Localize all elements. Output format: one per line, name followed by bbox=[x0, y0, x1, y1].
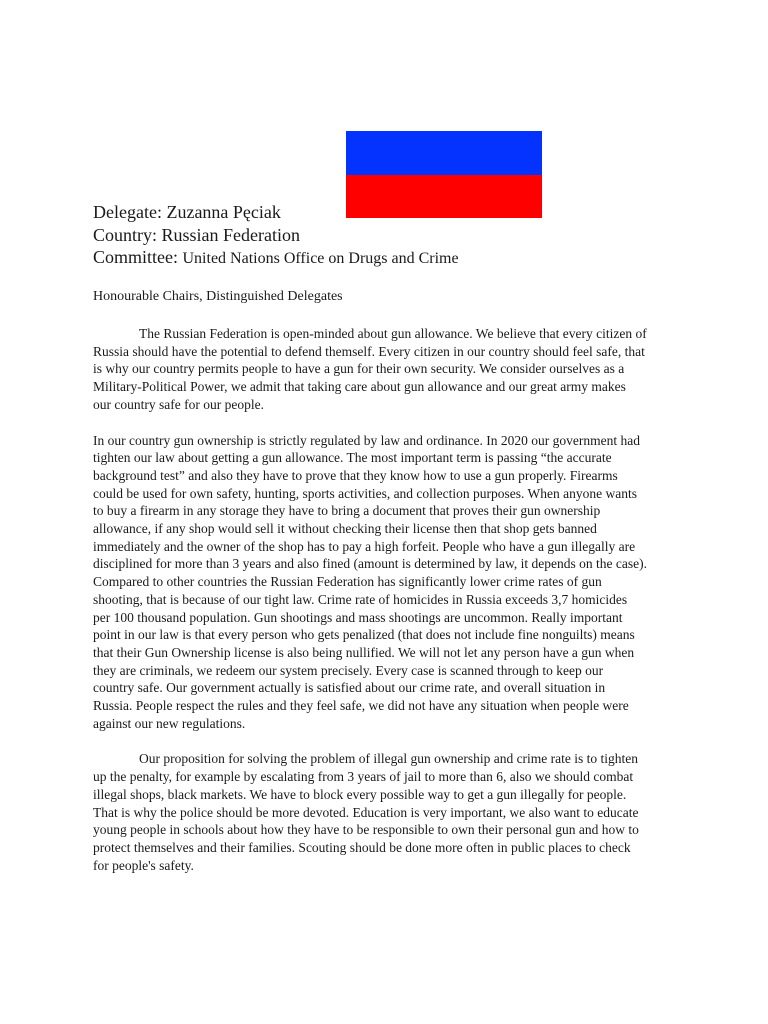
paragraph-line: against our new regulations. bbox=[93, 715, 246, 731]
paragraph-line: Our proposition for solving the problem of illegal gun ownership and crime rate is to tighten bbox=[139, 751, 639, 767]
document-body bbox=[93, 325, 675, 892]
paragraph-line: illegal shops, black markets. We have to block every possible way to get a gun illegally for people. bbox=[93, 786, 627, 802]
country-line: Country: Russian Federation bbox=[93, 224, 300, 245]
paragraph-line: young people in schools about how they have to be responsible to own their personal gun and how to bbox=[93, 822, 639, 838]
paragraph-line: point in our law is that every person who gets penalized (that does not include fine nonguilts) means bbox=[93, 627, 635, 643]
flag-white-stripe bbox=[346, 88, 542, 131]
paragraph-line: In our country gun ownership is strictly regulated by law and ordinance. In 2020 our government had bbox=[93, 432, 640, 448]
russian-flag-image bbox=[346, 88, 542, 218]
paragraph-line: that their Gun Ownership license is also being nullified. We will not let any person have a gun when bbox=[93, 644, 635, 660]
paragraph-line: up the penalty, for example by escalating from 3 years of jail to more than 6, also we should combat bbox=[93, 769, 634, 785]
paragraph-line: our country safe for our people. bbox=[93, 396, 264, 412]
paragraph-line: background test” and also they have to prove that they know how to use a gun properly. Firearms bbox=[93, 467, 618, 483]
paragraph-line: protect themselves and their families. Scouting should be done more often in public places to check bbox=[93, 839, 631, 855]
paragraph-line: is why our country permits people to have a gun for their own security. We consider ourselves as a bbox=[93, 361, 625, 377]
paragraph-line: could be used for own safety, hunting, sports activities, and collection purposes. When anyone wants bbox=[93, 485, 638, 501]
paragraph-line: disciplined for more than 3 years and also fined (amount is determined by law, it depends on the case). bbox=[93, 556, 647, 572]
paragraph-line: That is why the police should be more devoted. Education is very important, we also want to educate bbox=[93, 804, 639, 820]
paragraph-line: allowance, if any shop would sell it without checking their license then that shop gets banned bbox=[93, 521, 597, 537]
delegate-header bbox=[93, 201, 693, 271]
paragraph-line: Russia should have the potential to defend themself. Every citizen in our country should feel safe, that bbox=[93, 343, 645, 359]
delegate-line: Delegate: Zuzanna Pęciak bbox=[93, 202, 281, 222]
committee-label: Committee: bbox=[93, 247, 178, 267]
paragraph-line: to buy a firearm in any storage they have to bring a document that proves their gun ownership bbox=[93, 503, 601, 519]
paragraph-line: they are criminals, we redeem our system precisely. Every case is scanned through to keep our bbox=[93, 662, 604, 678]
paragraph-line: for people's safety. bbox=[93, 857, 194, 873]
paragraph-1 bbox=[93, 325, 675, 414]
paragraph-3 bbox=[93, 750, 675, 874]
paragraph-line: Compared to other countries the Russian Federation has significantly lower crime rates of gun bbox=[93, 574, 602, 590]
paragraph-line: immediately and the owner of the shop has to pay a high forfeit. People who have a gun illegally are bbox=[93, 538, 636, 554]
paragraph-line: tighten our law about getting a gun allowance. The most important term is passing “the accurate bbox=[93, 450, 612, 466]
salutation: Honourable Chairs, Distinguished Delegates bbox=[93, 289, 343, 304]
flag-blue-stripe bbox=[346, 131, 542, 174]
paragraph-line: per 100 thousand population. Gun shootings and mass shootings are uncommon. Really important bbox=[93, 609, 623, 625]
committee-value: United Nations Office on Drugs and Crime bbox=[182, 250, 459, 267]
paragraph-line: Military-Political Power, we admit that taking care about gun allowance and our great army makes bbox=[93, 379, 626, 395]
paragraph-line: The Russian Federation is open-minded about gun allowance. We believe that every citizen of bbox=[139, 326, 647, 341]
paragraph-line: country safe. Our government actually is satisfied about our crime rate, and overall situation in bbox=[93, 680, 606, 696]
paragraph-2 bbox=[93, 432, 675, 733]
paragraph-line: Russia. People respect the rules and they feel safe, we did not have any situation when people were bbox=[93, 698, 629, 714]
paragraph-line: shooting, that is because of our tight law. Crime rate of homicides in Russia exceeds 3,7 homicides bbox=[93, 591, 628, 607]
committee-line bbox=[93, 246, 693, 271]
